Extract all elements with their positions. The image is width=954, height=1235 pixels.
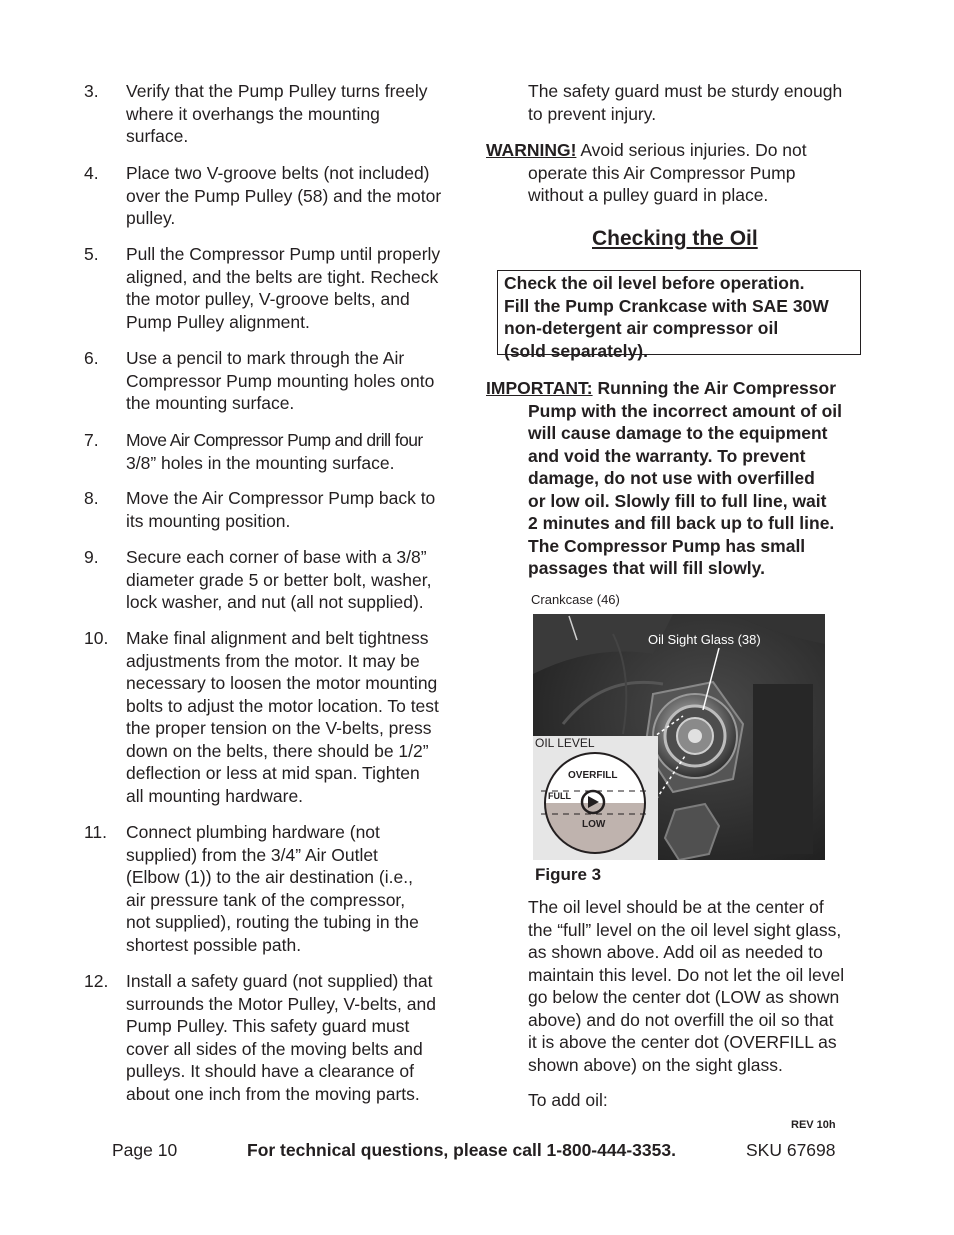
important-block: IMPORTANT: Running the Air Compressor Pump with the incorrect amount of oil will cause damage to the equipment and void the warranty. To prevent damage, do not use with overfilled or low oil. Slowly fill to full line, wait 2 minutes and fill back up to full line. The Compressor Pump has small passages that will fill slowly.: [486, 378, 843, 578]
oil-level-inset: [533, 736, 658, 860]
step-text: Install a safety guard (not supplied) that surrounds the Motor Pulley, V-belts, and Pump Pulley. This safety guard must cover all sides of the moving belts and pulleys. It should have a clearance of about one inch from the moving parts.: [126, 971, 436, 1104]
step-text: Make final alignment and belt tightness adjustments from the motor. It may be necessary to loosen the motor mounting bolts to adjust the motor location. To test the proper tension on the V-belts, press down on the belts, there should be 1/2” deflection or less at mid span. Tighten all mounting hardware.: [126, 628, 439, 806]
step-text: Move the Air Compressor Pump back to its mounting position.: [126, 488, 436, 531]
oil-notice-box: Check the oil level before operation. Fill the Pump Crankcase with SAE 30W non-detergent air compressor oil (sold separately).: [497, 270, 861, 355]
step-text: Connect plumbing hardware (not supplied) from the 3/4” Air Outlet (Elbow (1)) to the air destination (i.e., air pressure tank of the compressor, not supplied), routing the tubing in the shortest possible path.: [126, 822, 419, 955]
step-text: Verify that the Pump Pulley turns freely where it overhangs the mounting surface.: [126, 81, 428, 146]
step-number: 7.: [84, 430, 99, 450]
step-number: 6.: [84, 348, 99, 368]
overfill-label: OVERFILL: [568, 770, 618, 781]
step-text: Move Air Compressor Pump and drill four 3/8” holes in the mounting surface.: [126, 430, 423, 473]
important-label: IMPORTANT:: [486, 378, 593, 398]
warning-block: WARNING! Avoid serious injuries. Do not operate this Air Compressor Pump without a pulley guard in place.: [486, 140, 807, 205]
section-heading: Checking the Oil: [592, 227, 758, 250]
warning-label: WARNING!: [486, 140, 577, 160]
sight-glass-label: Oil Sight Glass (38): [648, 632, 761, 647]
technical-questions: For technical questions, please call 1-800-444-3353.: [247, 1140, 676, 1160]
step-number: 10.: [84, 628, 109, 648]
step-number: 8.: [84, 488, 99, 508]
oil-level-label: OIL LEVEL: [535, 736, 595, 750]
step-number: 5.: [84, 244, 99, 264]
step-number: 12.: [84, 971, 109, 991]
full-label: FULL: [548, 791, 571, 801]
step-number: 3.: [84, 81, 99, 101]
page-number: Page 10: [112, 1140, 178, 1160]
step-number: 9.: [84, 547, 99, 567]
oil-sight-glass-photo: [533, 614, 825, 860]
step-text: Secure each corner of base with a 3/8” diameter grade 5 or better bolt, washer, lock washer, and nut (all not supplied).: [126, 547, 432, 612]
revision-label: REV 10h: [791, 1119, 836, 1131]
crankcase-label: Crankcase (46): [531, 592, 620, 607]
sku-number: SKU 67698: [746, 1140, 836, 1160]
step-number: 4.: [84, 163, 99, 183]
step-number: 11.: [84, 822, 108, 842]
step-text: Place two V-groove belts (not included) over the Pump Pulley (58) and the motor pulley.: [126, 163, 442, 228]
low-label: LOW: [582, 819, 606, 830]
add-oil-text: To add oil:: [528, 1090, 608, 1110]
step-text: Use a pencil to mark through the Air Compressor Pump mounting holes onto the mounting surface.: [126, 348, 435, 413]
step-text: Pull the Compressor Pump until properly aligned, and the belts are tight. Recheck the motor pulley, V-groove belts, and Pump Pulley alignment.: [126, 244, 441, 332]
safety-guard-continuation: The safety guard must be sturdy enough to prevent injury.: [528, 81, 843, 124]
figure-caption: Figure 3: [535, 865, 602, 884]
oil-level-paragraph: The oil level should be at the center of the “full” level on the oil level sight glass, as shown above. Add oil as needed to maintain this level. Do not let the oil level go below the center dot (LOW as shown above) and do not overfill the oil so that it is above the center dot (OVERFILL as shown above) on the sight glass.: [528, 897, 845, 1075]
